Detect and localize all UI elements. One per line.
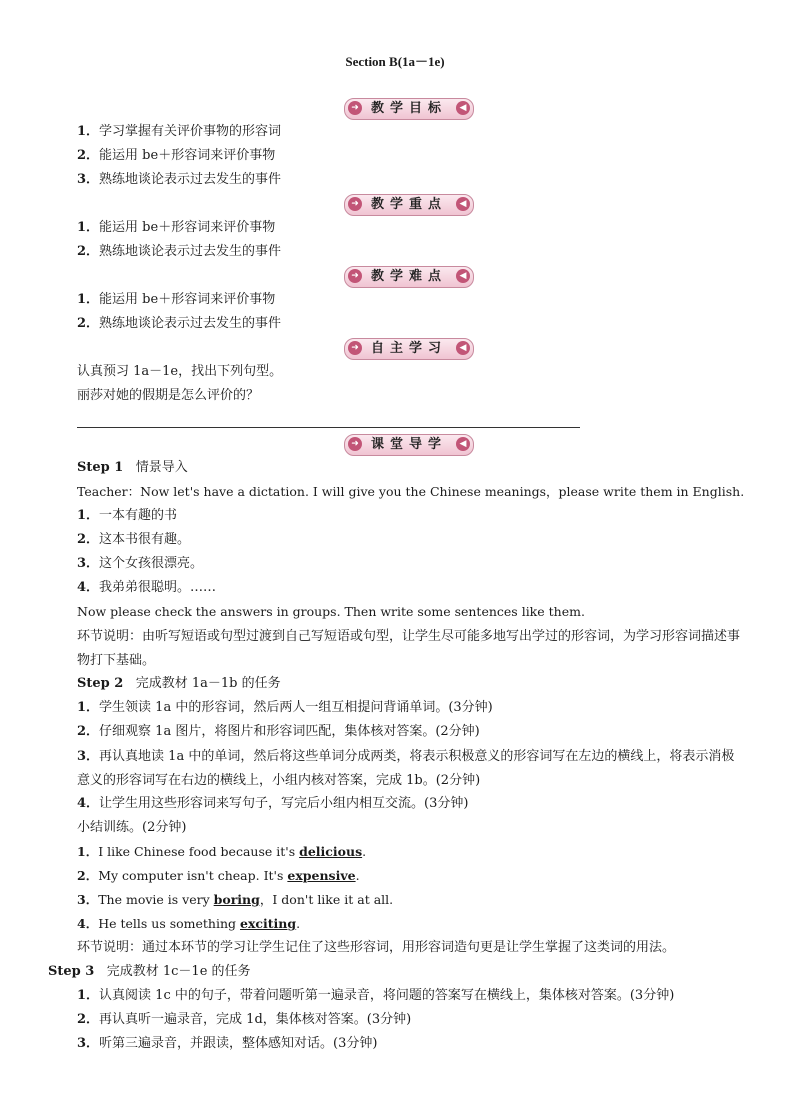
self-study-question: 丽莎对她的假期是怎么评价的？: [77, 388, 260, 403]
goal-item: 3．熟练地谈论表示过去发生的事件: [77, 172, 282, 187]
exercise-item: 2．My computer isn't cheap. It's expensive.: [77, 868, 360, 883]
task-item: 2．仔细观察 1a 图片，将图片和形容词匹配，集体核对答案。(2分钟): [77, 724, 480, 739]
arrow-left-icon: ◀: [456, 269, 470, 283]
arrow-left-icon: ◀: [456, 101, 470, 115]
banner-label: 自主学习: [370, 341, 447, 356]
self-study-instruction: 认真预习 1a－1e，找出下列句型。: [77, 364, 283, 379]
dictation-item: 1．一本有趣的书: [77, 508, 178, 523]
goal-item: 2．能运用 be＋形容词来评价事物: [77, 148, 276, 163]
key-point-item: 2．熟练地谈论表示过去发生的事件: [77, 244, 282, 259]
exercise-item: 3．The movie is very boring，I don't like it at all.: [77, 892, 394, 907]
section-banner-goals: [344, 98, 474, 120]
arrow-right-icon: ➜: [348, 197, 362, 211]
step-1-note: 环节说明：由听写短语或句型过渡到自己写短语或句型，让学生尽可能多地写出学过的形容词，为学习形容词描述事物打下基础。: [77, 629, 741, 668]
task-item: 3．再认真地读 1a 中的单词，然后将这些单词分成两类，将表示积极意义的形容词写在左边的横线上，将表示消极意义的形容词写在右边的横线上，小组内核对答案，完成 1b。(2分钟): [77, 749, 735, 788]
answer-word: exciting: [240, 916, 297, 931]
dictation-item: 2．这本书很有趣。: [77, 532, 191, 547]
check-instruction: Now please check the answers in groups. Then write some sentences like them.: [77, 604, 585, 619]
arrow-left-icon: ◀: [456, 197, 470, 211]
dictation-item: 4．我弟弟很聪明。……: [77, 580, 217, 595]
section-banner-key-points: [344, 194, 474, 216]
arrow-right-icon: ➜: [348, 341, 362, 355]
answer-word: boring: [213, 892, 260, 907]
task-item: 1．学生领读 1a 中的形容词，然后两人一组互相提问背诵单词。(3分钟): [77, 700, 493, 715]
page-title: Section B(1a－1e): [345, 54, 445, 69]
banner-label: 教学目标: [370, 101, 447, 116]
difficulty-item: 1．能运用 be＋形容词来评价事物: [77, 292, 276, 307]
dictation-item: 3．这个女孩很漂亮。: [77, 556, 204, 571]
step-1-heading: Step 1 情景导入: [77, 460, 188, 475]
section-banner-difficulties: [344, 266, 474, 288]
task-item: 1．认真阅读 1c 中的句子，带着问题听第一遍录音，将问题的答案写在横线上，集体核对答案。(3分钟): [77, 988, 675, 1003]
arrow-right-icon: ➜: [348, 101, 362, 115]
step-3-heading: Step 3 完成教材 1c－1e 的任务: [48, 964, 251, 979]
summary-label: 小结训练。(2分钟): [77, 820, 187, 835]
banner-label: 教学难点: [370, 269, 447, 284]
arrow-right-icon: ➜: [348, 437, 362, 451]
answer-line: [77, 427, 580, 428]
arrow-left-icon: ◀: [456, 341, 470, 355]
step-2-note: 环节说明：通过本环节的学习让学生记住了这些形容词，用形容词造句更是让学生掌握了这类词的用法。: [77, 940, 676, 955]
exercise-item: 4．He tells us something exciting.: [77, 916, 301, 931]
goal-item: 1．学习掌握有关评价事物的形容词: [77, 124, 282, 139]
banner-label: 教学重点: [370, 197, 447, 212]
task-item: 3．听第三遍录音，并跟读，整体感知对话。(3分钟): [77, 1036, 378, 1051]
banner-label: 课堂导学: [370, 437, 447, 452]
section-banner-classroom: [344, 434, 474, 456]
answer-word: delicious: [299, 844, 363, 859]
answer-word: expensive: [287, 868, 356, 883]
step-2-heading: Step 2 完成教材 1a－1b 的任务: [77, 676, 281, 691]
difficulty-item: 2．熟练地谈论表示过去发生的事件: [77, 316, 282, 331]
exercise-item: 1．I like Chinese food because it's delicious.: [77, 844, 367, 859]
arrow-right-icon: ➜: [348, 269, 362, 283]
task-item: 4．让学生用这些形容词来写句子，写完后小组内相互交流。(3分钟): [77, 796, 469, 811]
teacher-line: Teacher：Now let's have a dictation. I will give you the Chinese meanings，please write them in English.: [77, 484, 745, 499]
arrow-left-icon: ◀: [456, 437, 470, 451]
task-item: 2．再认真听一遍录音，完成 1d，集体核对答案。(3分钟): [77, 1012, 412, 1027]
section-banner-self-study: [344, 338, 474, 360]
key-point-item: 1．能运用 be＋形容词来评价事物: [77, 220, 276, 235]
